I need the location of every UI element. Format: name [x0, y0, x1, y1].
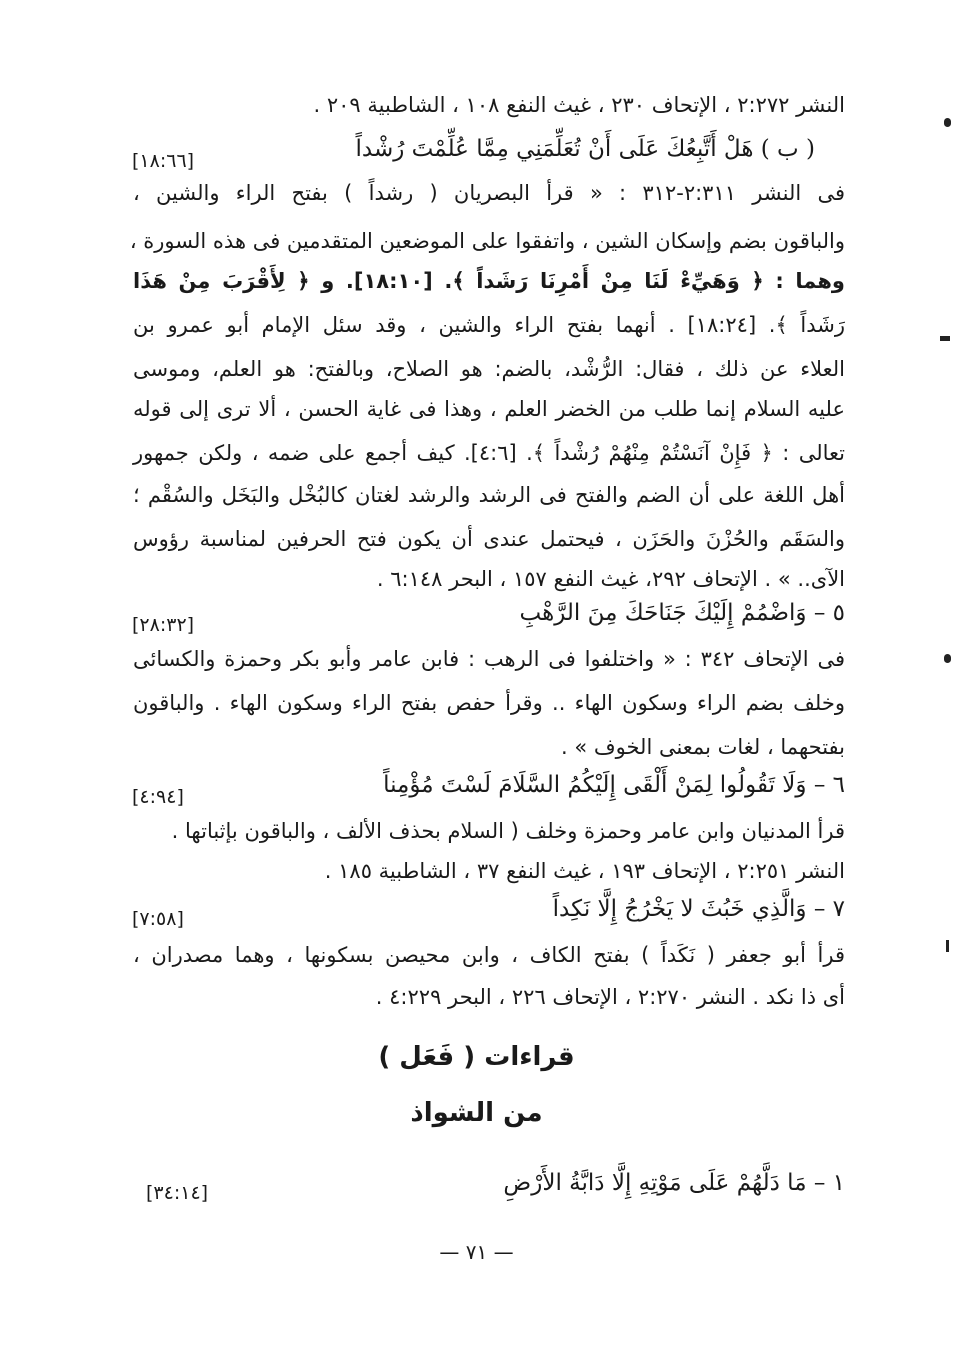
- text-line: النشر ٢:٢٧٢ ، الإتحاف ٢٣٠ ، غيث النفع ١٠٨ ، الشاطبية ٢٠٩ .: [313, 93, 845, 117]
- section-heading: قراءات ( فَعَل ): [378, 1042, 575, 1072]
- scan-mark: [946, 940, 949, 952]
- text-line: قرأ أبو جعفر ( نَكَداً ) بفتح الكاف ، وابن محيصن بسكونها ، وهما مصدران ،: [133, 943, 845, 967]
- text-line: قرأ المدنيان وابن عامر وحمزة وخلف ( السلام بحذف الألف ، والباقون بإثباتها .: [171, 819, 845, 843]
- text-line: الآى.. » . الإتحاف ٢٩٢، غيث النفع ١٥٧ ، البحر ٦:١٤٨ .: [376, 567, 845, 591]
- verse-reference: [٣٤:١٤]: [146, 1182, 209, 1204]
- verse-line: ٥ – وَاضْمُمْ إِلَيْكَ جَنَاحَكَ مِنَ الرَّهْبِ: [519, 600, 845, 626]
- text-line: فى الإتحاف ٣٤٢ : « واختلفوا فى الرهب : فابن عامر وأبو بكر وحمزة والكسائى: [133, 647, 845, 671]
- text-line: العلاء عن ذلك ، فقال: الرُّشْد، بالضم: هو الصلاح، وبالفتح: هو العلم، وموسى: [133, 357, 845, 381]
- verse-line: ٦ – وَلَا تَقُولُوا لِمَنْ أَلْقَى إِلَيْكُمُ السَّلَامَ لَسْتَ مُؤْمِناً: [383, 772, 845, 798]
- text-line: تعالى : ﴿ فَإِنْ آنَسْتُمْ مِنْهُمْ رُشْداً ﴾. [٤:٦]. كيف أجمع على ضمه ، ولكن جمهور: [133, 441, 845, 465]
- verse-line: ٧ – وَالَّذِي خَبُثَ لا يَخْرُجُ إِلَّا نَكِداً: [552, 896, 845, 922]
- text-line: فى النشر ٢:٣١١-٣١٢ : « قرأ البصريان ( رشداً ) بفتح الراء والشين ،: [133, 181, 845, 205]
- text-line: أهل اللغة على أن الضم والفتح فى الرشد والرشد لغتان كالبُخْل والبَخَل والسُقْم ؛: [133, 483, 845, 507]
- text-line: والباقون بضم وإسكان الشين ، واتفقوا على الموضعين المتقدمين فى هذه السورة ،: [129, 229, 845, 253]
- verse-reference: [٤:٩٤]: [132, 786, 184, 808]
- section-subheading: من الشواذ: [410, 1098, 543, 1128]
- text-line: عليه السلام إنما طلب من الخضر العلم ، وهذا فى غاية الحسن ، ألا ترى إلى قوله: [133, 397, 845, 421]
- text-line: وخلف بضم الراء وسكون الهاء .. وقرأ حفص بفتح الراء وسكون الهاء . والباقون: [133, 691, 845, 715]
- verse-line: ( ب ) هَلْ أَتَّبِعُكَ عَلَى أَنْ تُعَلِّمَنِي مِمَّا عُلِّمْتَ رُشْداً: [355, 136, 815, 162]
- scan-mark: [944, 118, 951, 127]
- scan-mark: [940, 336, 950, 341]
- verse-reference: [٧:٥٨]: [132, 908, 184, 930]
- text-line: بفتحهما ، لغات بمعنى الخوف » .: [561, 735, 845, 759]
- scan-mark: [944, 654, 951, 663]
- page-number: — ٧١ —: [439, 1240, 514, 1264]
- verse-line: ١ – مَا دَلَّهُمْ عَلَى مَوْتِهِ إِلَّا دَابَّةُ الأَرْضِ: [503, 1170, 845, 1196]
- text-line: النشر ٢:٢٥١ ، الإتحاف ١٩٣ ، غيث النفع ٣٧ ، الشاطبية ١٨٥ .: [324, 859, 845, 883]
- text-line: أى ذا نكد . النشر ٢:٢٧٠ ، الإتحاف ٢٢٦ ، البحر ٤:٢٢٩ .: [375, 985, 845, 1009]
- verse-reference: [١٨:٦٦]: [132, 150, 195, 172]
- text-line: وهما : ﴿ وَهَيِّءْ لَنَا مِنْ أَمْرِنَا رَشَداً ﴾. [١٨:١٠]. و ﴿ لِأَقْرَبَ مِنْ هَذَا: [133, 269, 845, 293]
- text-line: والسَقَم والحُزْنَ والحَزَن ، فيحتمل عندى أن يكون فتح الحرفين لمناسبة رؤوس: [133, 527, 845, 551]
- text-line: رَشَداً ﴾. [١٨:٢٤] . أنهما بفتح الراء والشين ، وقد سئل الإمام أبو عمرو بن: [133, 313, 845, 337]
- verse-reference: [٢٨:٣٢]: [132, 614, 195, 636]
